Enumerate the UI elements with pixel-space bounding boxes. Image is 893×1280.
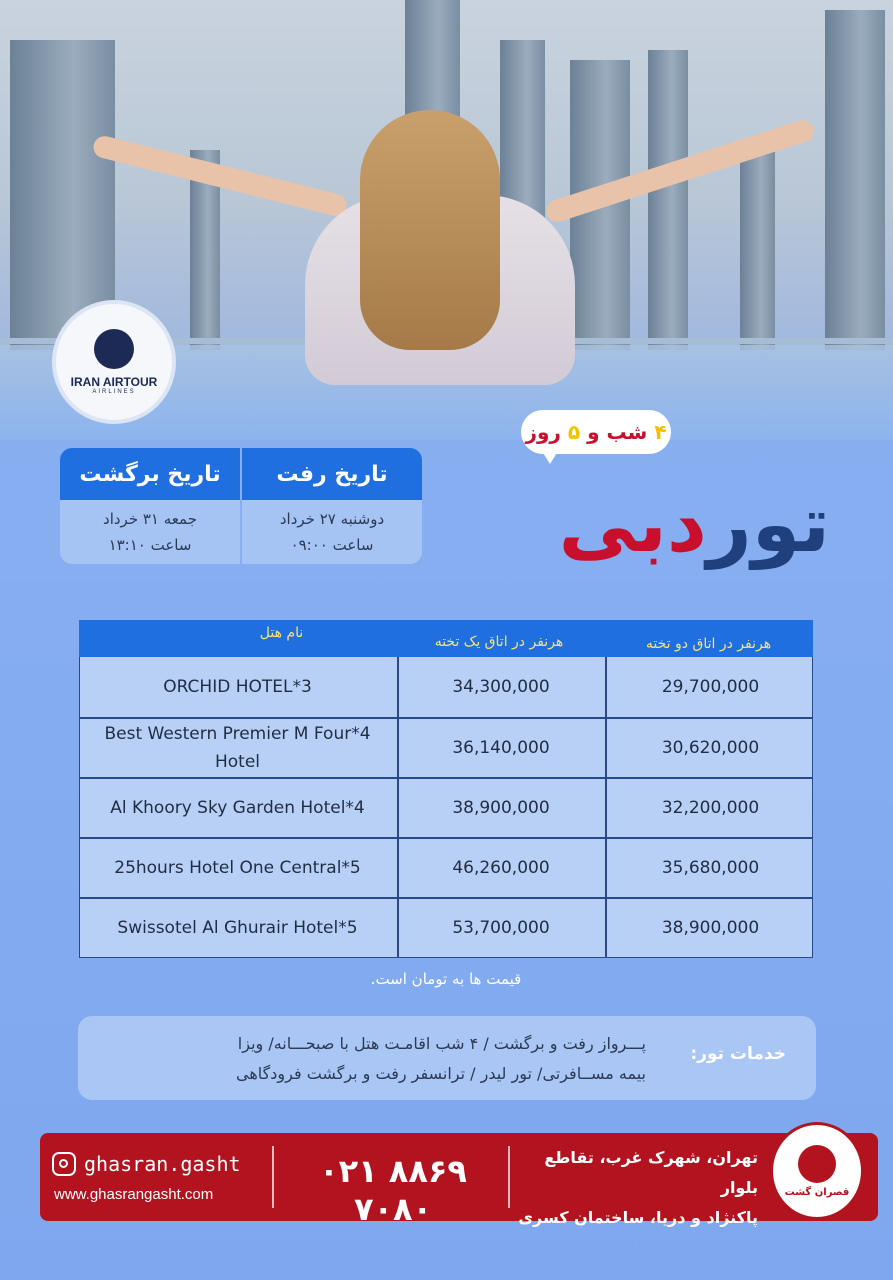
- services-line-2: بیمه مســافرتی/ تور لیدر / ترانسفر رفت و برگشت فرودگاهی: [236, 1064, 646, 1083]
- departure-date-card: [242, 448, 422, 564]
- double-price-cell: 35,680,000: [605, 839, 814, 897]
- hotel-cell: 25hours Hotel One Central*5: [114, 858, 361, 878]
- footer-address: [518, 1143, 758, 1233]
- airline-name: IRAN AIRTOUR: [70, 375, 158, 389]
- price-table: [79, 620, 813, 958]
- single-price-cell: 36,140,000: [397, 719, 603, 777]
- phone-number[interactable]: ۰۲۱ ۸۸۶۹ ۷۰۸۰: [319, 1152, 467, 1228]
- dates-box: [60, 448, 422, 564]
- services-label: خدمات تور:: [690, 1044, 786, 1064]
- table-body: [79, 657, 813, 958]
- double-price-cell: 30,620,000: [605, 719, 814, 777]
- skyscraper: [740, 150, 775, 350]
- services-line-1: پـــرواز رفت و برگشت / ۴ شب اقامـت هتل با صبحـــانه/ ویزا: [237, 1034, 646, 1053]
- single-price-cell: 34,300,000: [397, 657, 603, 717]
- crown-emblem-icon: [798, 1145, 836, 1183]
- page-title: [530, 470, 830, 580]
- departure-date: دوشنبه ۲۷ خرداد: [279, 510, 385, 528]
- return-details: [60, 500, 240, 564]
- title-part1: تور: [706, 480, 830, 570]
- departure-details: [242, 500, 422, 564]
- title-part2: دبی: [558, 480, 707, 570]
- woman-left-arm: [91, 134, 349, 218]
- return-label: تاریخ برگشت: [60, 448, 240, 500]
- days-number: ۵: [567, 420, 581, 444]
- table-header: [79, 620, 813, 657]
- instagram-handle[interactable]: [52, 1150, 241, 1178]
- hotel-cell: Best Western Premier M Four*4 Hotel: [104, 724, 371, 772]
- table-row: [80, 897, 812, 957]
- return-date-card: [60, 448, 240, 564]
- instagram-text: ghasran.gasht: [84, 1152, 241, 1176]
- skyscraper: [825, 10, 885, 350]
- double-price-cell: 38,900,000: [605, 899, 814, 957]
- table-row: [80, 657, 812, 717]
- skyscraper: [648, 50, 688, 350]
- badge-tail: [540, 448, 560, 464]
- hotel-cell: ORCHID HOTEL*3: [163, 677, 312, 697]
- nights-word: شب و: [587, 420, 648, 444]
- hotel-cell: Al Khoory Sky Garden Hotel*4: [110, 798, 365, 818]
- departure-time: ساعت ۰۹:۰۰: [290, 536, 374, 554]
- return-date: جمعه ۳۱ خرداد: [103, 510, 197, 528]
- address-line-1: تهران، شهرک غرب، تقاطع بلوار: [544, 1148, 758, 1197]
- nights-number: ۴: [654, 420, 667, 444]
- double-price-cell: 32,200,000: [605, 779, 814, 837]
- return-time: ساعت ۱۳:۱۰: [108, 536, 192, 554]
- services-box: [78, 1016, 816, 1100]
- header-single: هرنفر در اتاق یک تخته: [434, 633, 564, 650]
- double-price-cell: 29,700,000: [605, 657, 814, 717]
- airline-sub: AIRLINES: [92, 389, 136, 395]
- brand-name: قصران گشت: [784, 1186, 850, 1198]
- single-price-cell: 53,700,000: [397, 899, 603, 957]
- brand-logo: [770, 1122, 864, 1220]
- bird-emblem-icon: [94, 329, 134, 369]
- header-hotel: نام هتل: [259, 625, 304, 641]
- footer-divider: [272, 1146, 274, 1208]
- hotel-cell: Swissotel Al Ghurair Hotel*5: [117, 918, 358, 938]
- table-row: [80, 717, 812, 777]
- single-price-cell: 46,260,000: [397, 839, 603, 897]
- table-row: [80, 837, 812, 897]
- instagram-icon: [52, 1152, 76, 1176]
- woman-hair: [360, 110, 500, 350]
- days-word: روز: [525, 420, 561, 444]
- address-line-2: پاکنژاد و دریا، ساختمان کسری: [518, 1208, 758, 1227]
- footer-divider: [508, 1146, 510, 1208]
- currency-note: قیمت ها به تومان است.: [370, 970, 522, 988]
- departure-label: تاریخ رفت: [242, 448, 422, 500]
- single-price-cell: 38,900,000: [397, 779, 603, 837]
- airline-logo: [52, 300, 176, 424]
- website-link[interactable]: www.ghasrangasht.com: [54, 1186, 214, 1203]
- header-double: هرنفر در اتاق دو تخته: [645, 635, 772, 652]
- table-row: [80, 777, 812, 837]
